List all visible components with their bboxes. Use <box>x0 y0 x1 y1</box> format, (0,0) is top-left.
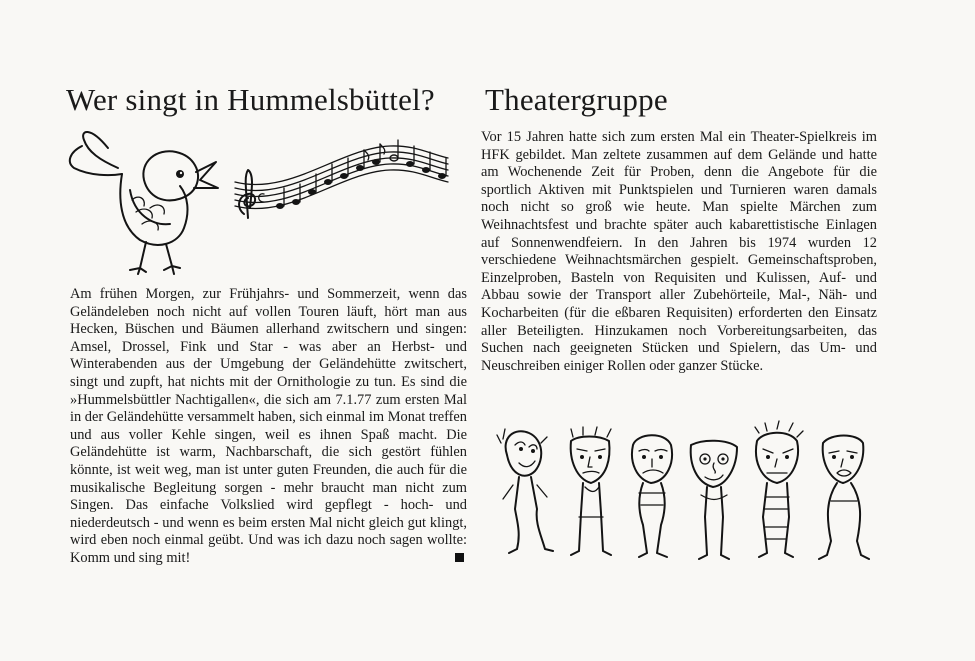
theater-characters-illustration <box>487 425 887 565</box>
singing-article-title: Wer singt in Hummelsbüttel? <box>66 82 435 117</box>
singing-bird-illustration <box>60 118 460 278</box>
theater-article-body: Vor 15 Jahren hatte sich zum ersten Mal ein Theater-Spielkreis im HFK gebildet. Man zeltete zusammen auf dem Gelände und hatte am Wochenende Zeit für Proben, denn die Angebote für die sportlich Aktiven mit Punktspielen und Turnieren waren damals noch nicht so groß wie heute. Man spielte Märchen zum Weihnachtsfest und brachte später auch kabarettistische Einlagen auf Sonnenwendfeiern. In den Jahren bis 1974 wurden 12 verschiedene Weihnachtsmärchen gespielt. Gemeinschaftsproben, Einzelproben, Basteln von Requisiten und Kulissen, Auf- und Abbau sowie der Transport aller Zubehörteile, Mal-, Näh- und Kocharbeiten (für die eßbaren Requisiten) erforderten den Einsatz aller Beteiligten. Hinzukamen noch Vorbereitungsarbeiten, das Suchen nach geeigneten Stücken und Spielern, das Um- und Neuschreiben einiger Rollen oder ganzer Stücke. <box>481 129 877 374</box>
singing-article-body: Am frühen Morgen, zur Frühjahrs- und Sommerzeit, wenn das Geländeleben noch nicht auf vollen Touren läuft, hört man aus Hecken, Büschen und Bäumen allerhand zwitschern und singen: Amsel, Drossel, Fink und Star - was aber an Herbst- und Winterabenden aus der Umgebung der Geländehütte zwitschert, singt und zupft, hat nichts mit der Ornithologie zu tun. Es sind die »Hummelsbüttler Nachtigallen«, die sich am 7.1.77 zum ersten Mal in der Geländehütte versammelt haben, sich einmal im Monat treffen und aus voller Kehle singen, weil es ihnen Spaß macht. Die Geländehütte ist warm, Nachbarschaft, die sich gestört fühlen könnte, ist weit weg, man ist unter guten Freunden, die auch für die musikalische Begleitung sorgen - mehr braucht man nicht zum Singen. Das einfache Volkslied wird gepflegt - hoch- und niederdeutsch - und wenn es beim ersten Mal nicht gleich gut klingt, wird eben noch einmal geübt. Und was ich dazu noch sagen wollte: Komm und sing mit! <box>70 286 467 566</box>
end-of-article-mark <box>455 553 464 562</box>
singing-bird-icon <box>70 132 218 274</box>
theater-masks-icon <box>497 421 869 559</box>
theater-article-title: Theatergruppe <box>485 82 668 117</box>
music-staff-icon <box>235 140 448 218</box>
